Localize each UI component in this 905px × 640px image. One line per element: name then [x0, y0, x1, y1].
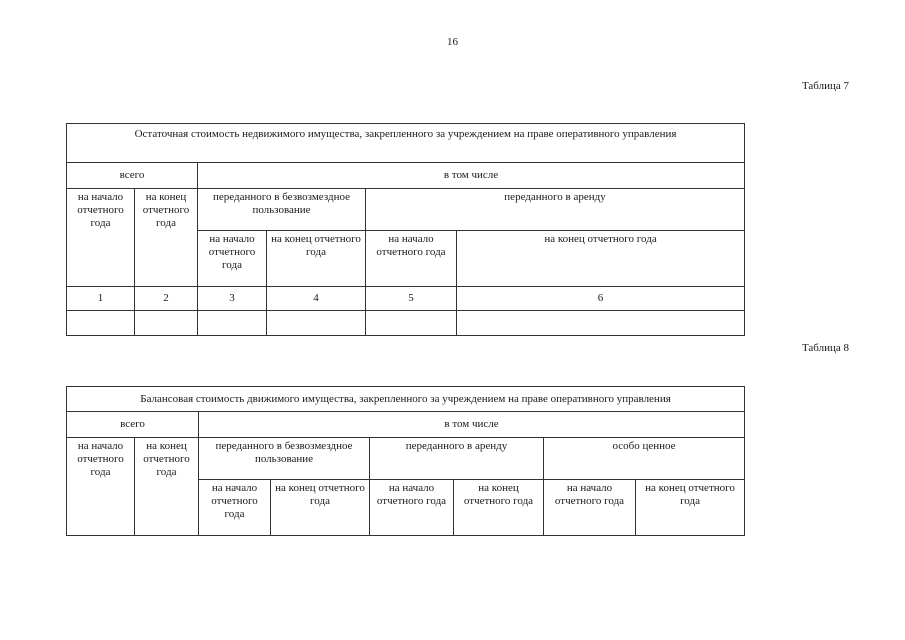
table-8: [66, 386, 745, 536]
sub-konec-arenda: на конец отчетного года: [457, 231, 745, 287]
sub-konec-arenda: на конец отчетного года: [454, 480, 544, 536]
col-number: 1: [67, 287, 135, 311]
col-number: 4: [267, 287, 366, 311]
sub-konec-bezv: на конец отчетного года: [267, 231, 366, 287]
header-vsego: всего: [67, 163, 198, 189]
header-bezvozmezdnoe: переданного в безвозмездное пользование: [198, 189, 366, 231]
header-konec-goda: на конец отчетного года: [135, 189, 198, 287]
header-v-tom-chisle: в том числе: [198, 163, 745, 189]
empty-cell: [67, 311, 135, 336]
sub-nachalo-arenda: на начало отчетного года: [370, 480, 454, 536]
header-osobo-cennoe: особо ценное: [544, 438, 745, 480]
header-nachalo-goda: на начало отчетного года: [67, 189, 135, 287]
col-number: 2: [135, 287, 198, 311]
table-7: [66, 123, 745, 336]
sub-konec-bezv: на конец отчетного года: [271, 480, 370, 536]
table-7-label: Таблица 7: [801, 80, 849, 92]
sub-nachalo-arenda: на начало отчетного года: [366, 231, 457, 287]
header-bezvozmezdnoe: переданного в безвозмездное пользование: [199, 438, 370, 480]
empty-cell: [135, 311, 198, 336]
col-number: 3: [198, 287, 267, 311]
sub-nachalo-osobo: на начало отчетного года: [544, 480, 636, 536]
header-v-tom-chisle: в том числе: [199, 412, 745, 438]
sub-nachalo-bezv: на начало отчетного года: [199, 480, 271, 536]
table-7-title: Остаточная стоимость недвижимого имущества, закрепленного за учреждением на праве оперативного управления: [67, 124, 745, 163]
empty-cell: [198, 311, 267, 336]
empty-cell: [366, 311, 457, 336]
sub-nachalo-bezv: на начало отчетного года: [198, 231, 267, 287]
header-arenda: переданного в аренду: [370, 438, 544, 480]
col-number: 6: [457, 287, 745, 311]
empty-cell: [457, 311, 745, 336]
table-8-title: Балансовая стоимость движимого имущества, закрепленного за учреждением на праве оперативного управления: [67, 387, 745, 412]
empty-cell: [267, 311, 366, 336]
col-number: 5: [366, 287, 457, 311]
header-arenda: переданного в аренду: [366, 189, 745, 231]
page-number: 16: [447, 36, 458, 48]
sub-konec-osobo: на конец отчетного года: [636, 480, 745, 536]
header-konec-goda: на конец отчетного года: [135, 438, 199, 536]
header-vsego: всего: [67, 412, 199, 438]
header-nachalo-goda: на начало отчетного года: [67, 438, 135, 536]
table-8-label: Таблица 8: [801, 342, 849, 354]
